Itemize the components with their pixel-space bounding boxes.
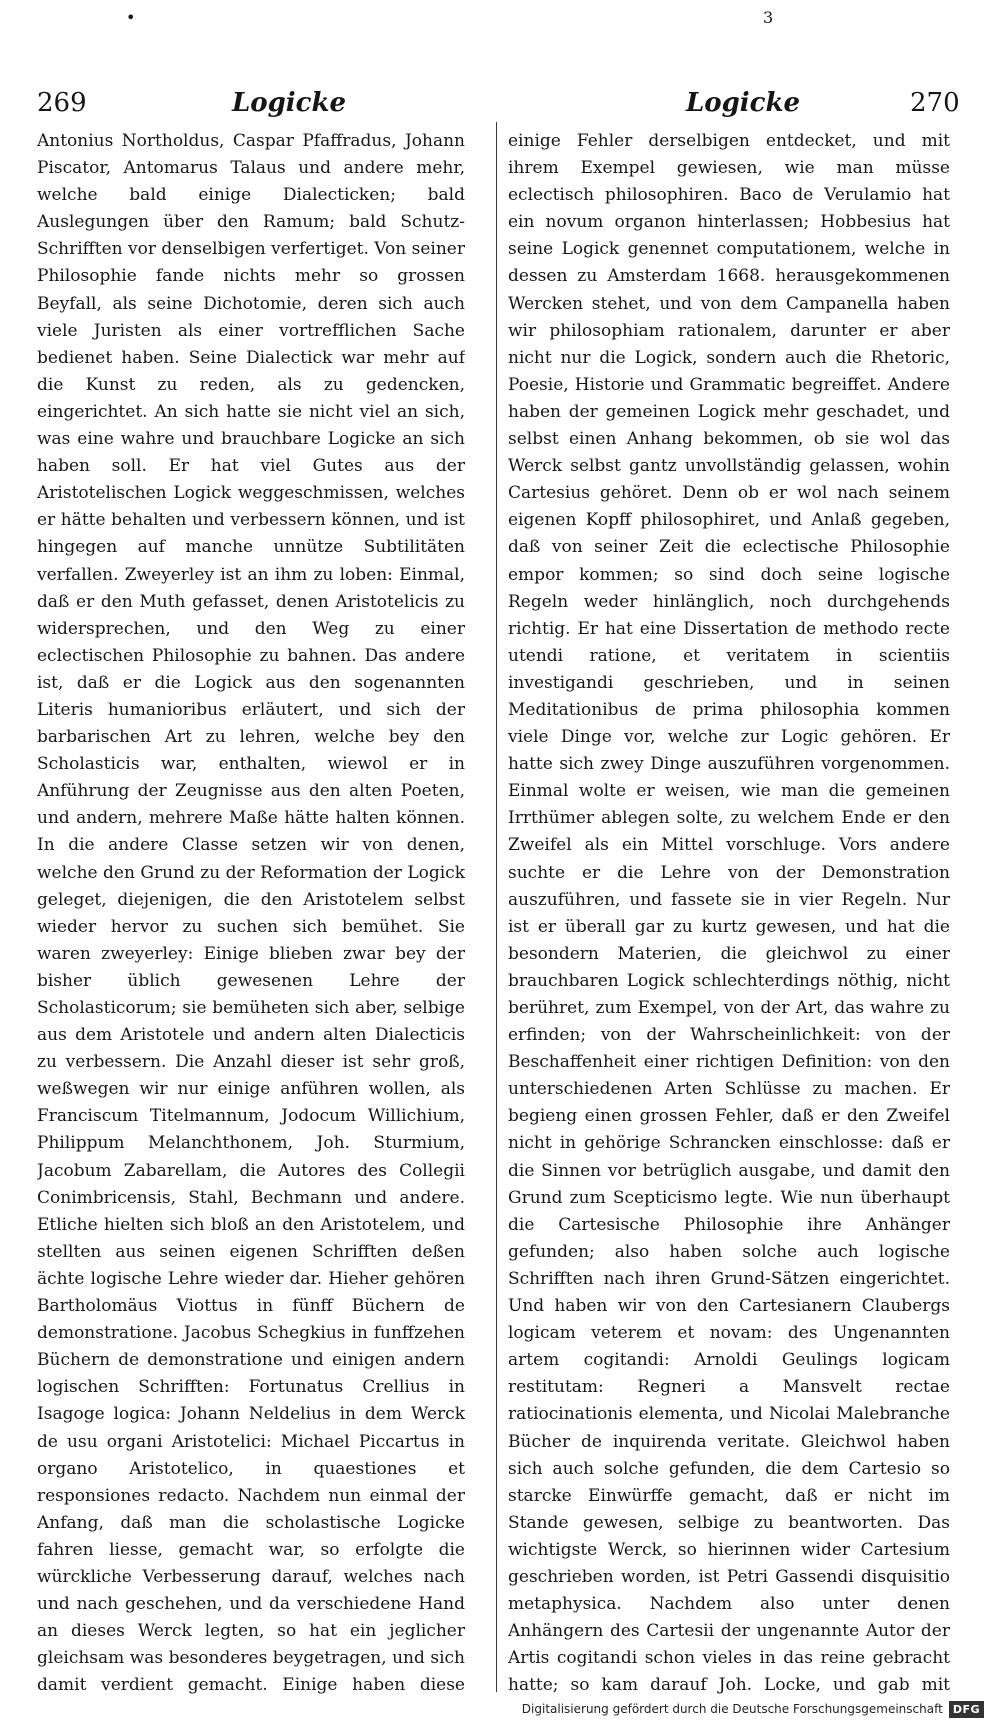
right-column-text: einige Fehler derselbigen entdecket, und mit ihrem Exempel gewiesen, wie man müsse eclectisch philosophiren. Baco de Verulamio hat ein novum organon hinterlassen; Hobbesius hat seine Logick genennet computationem, welche in dessen zu Amsterdam 1668. herausgekommenen Wercken stehet, und von dem Campanella haben wir philosophiam rationalem, darunter er aber nicht nur die Logick, sondern auch die Rhetoric, Poesie, Historie und Grammatic begreiffet. Andere haben der gemeinen Logick mehr geschadet, und selbst einen Anhang bekommen, ob sie wol das Werck selbst gantz unvollständig gelassen, wohin Cartesius gehöret. Denn ob er wol nach seinem eigenen Kopff philosophiret, und Anlaß gegeben, daß von seiner Zeit die eclectische Philosophie empor kommen; so sind doch seine logische Regeln weder hinlänglich, noch durchgehends richtig. Er hat eine Dissertation de methodo recte utendi ratione, et veritatem in scientiis investigandi geschrieben, und in seinen Meditationibus de prima philosophia kommen viele Dinge vor, welche zur Logic gehören. Er hatte sich zwey Dinge auszuführen vorgenommen. Einmal wolte er weisen, wie man die gemeinen Irrthümer ablegen solte, zu welchem Ende er den Zweifel als ein Mittel vorschluge. Vors andere suchte er die Lehre von der Demonstration auszuführen, und fassete sie in vier Regeln. Nur ist er überall gar zu kurtz gewesen, und hat die besondern Materien, die gleichwol zu einer brauchbaren Logick schlechterdings nöthig, nicht berühret, zum Exempel, von der Art, das wahre zu erfinden; von der Wahrscheinlichkeit: von der Beschaffenheit einer richtigen Definition: von den unterschiedenen Arten Schlüsse zu machen. Er begieng einen grossen Fehler, daß er den Zweifel nicht in gehörige Schrancken einschlosse: daß er die Sinnen vor betrüglich ausgabe, und damit den Grund zum Scepticismo legte. Wie nun überhaupt die Cartesische Philosophie ihre Anhänger gefunden; also haben solche auch logische Schrifften nach ihren Grund-Sätzen eingerichtet. Und haben wir von den Cartesianern Claubergs logicam veterem et novam: des Ungenannten artem cogitandi: Arnoldi Geulings logicam restitutam: Regneri a Mansvelt rectae ratiocinationis elementa, und Nicolai Malebranche Bücher de inquirenda veritate. Gleichwol haben sich auch solche gefunden, die dem Cartesio so starcke Einwürffe gemacht, daß er nicht im Stande gewesen, selbige zu beantworten. Das wichtigste Werck, so hierinnen wider Cartesium geschrieben worden, ist Petri Gassendi disquisitio metaphysica. Nachdem also unter denen Anhängern des Cartesii der ungenannte Autor der Artis cogitandi schon vieles in das reine gebracht hatte; so kam darauf Joh. Locke, und gab mit [508, 131, 950, 1696]
left-column-text: Antonius Northoldus, Caspar Pfaffradus, Johann Piscator, Antomarus Talaus und andere mehr, welche bald einige Dialecticken; bald Auslegungen über den Ramum; bald Schutz-Schrifften vor denselbigen verfertiget. Von seiner Philosophie fande nichts mehr so grossen Beyfall, als seine Dichotomie, deren sich auch viele Juristen als einer vortrefflichen Sache bedienet haben. Seine Dialectick war mehr auf die Kunst zu reden, als zu gedencken, eingerichtet. An sich hatte sie nicht viel an sich, was eine wahre und brauchbare Logicke an sich haben soll. Er hat viel Gutes aus der Aristotelischen Logick weggeschmissen, welches er hätte behalten und verbessern können, und ist hingegen auf manche unnütze Subtilitäten verfallen. Zweyerley ist an ihm zu loben: Einmal, daß er den Muth gefasset, denen Aristotelicis zu widersprechen, und den Weg zu einer eclectischen Philosophie zu bahnen. Das andere ist, daß er die Logick aus den sogenannten Literis humanioribus erläutert, und sich der barbarischen Art zu lehren, welche bey den Scholasticis war, enthalten, wiewol er in Anführung der Zeugnisse aus den alten Poeten, und andern, mehrere Maße hätte halten können. In die andere Classe setzen wir von denen, welche den Grund zu der Reformation der Logick geleget, diejenigen, die den Aristotelem selbst wieder hervor zu suchen sich bemühet. Sie waren zweyerley: Einige blieben zwar bey der bisher üblich gewesenen Lehre der Scholasticorum; sie bemüheten sich aber, selbige aus dem Aristotele und andern alten Dialecticis zu verbessern. Die Anzahl dieser ist sehr groß, weßwegen wir nur einige anführen wollen, als Franciscum Titelmannum, Jodocum Willichium, Philippum Melanchthonem, Joh. Sturmium, Jacobum Zabarellam, die Autores des Collegii Conimbricensis, Stahl, Bechmann und andere. Etliche hielten sich bloß an den Aristotelem, und stellten aus seinen eigenen Schrifften deßen ächte logische Lehre wieder dar. Hieher gehören Bartholomäus Viottus in fünff Büchern de demonstratione. Jacobus Schegkius in funffzehen Büchern de demonstratione und einigen andern logischen Schrifften: Fortunatus Crellius in Isagoge logica: Johann Neldelius in dem Werck de usu organi Aristotelici: Michael Piccartus in organo Aristotelico, in quaestiones et responsiones redacto. Nachdem nun einmal der Anfang, daß man die scholastische Logicke fahren liesse, gemacht war, so erfolgte die würckliche Verbesserung darauf, welches nach und nach geschehen, und da verschiedene Hand an dieses Werck legten, so hat ein jeglicher gleichsam was besonderes beygetragen, und sich damit verdient gemacht. Einige haben diese [37, 131, 465, 1696]
left-page-number: 269 [37, 88, 87, 118]
footer-credit: Digitalisierung gefördert durch die Deutsche Forschungsgemeinschaft [521, 1702, 943, 1716]
dfg-logo: DFG [949, 1701, 984, 1718]
column-divider [496, 122, 497, 1692]
digitization-footer [522, 1699, 984, 1719]
right-page-number: 270 [910, 88, 960, 118]
right-running-title: Logicke [686, 88, 801, 118]
left-running-title: Logicke [232, 88, 347, 118]
right-page-header [500, 85, 1000, 121]
left-page-header [0, 85, 500, 121]
right-text-column [508, 128, 950, 1698]
left-text-column [37, 128, 465, 1698]
top-center-mark: 3 [763, 8, 774, 27]
top-left-mark: • [126, 8, 136, 27]
